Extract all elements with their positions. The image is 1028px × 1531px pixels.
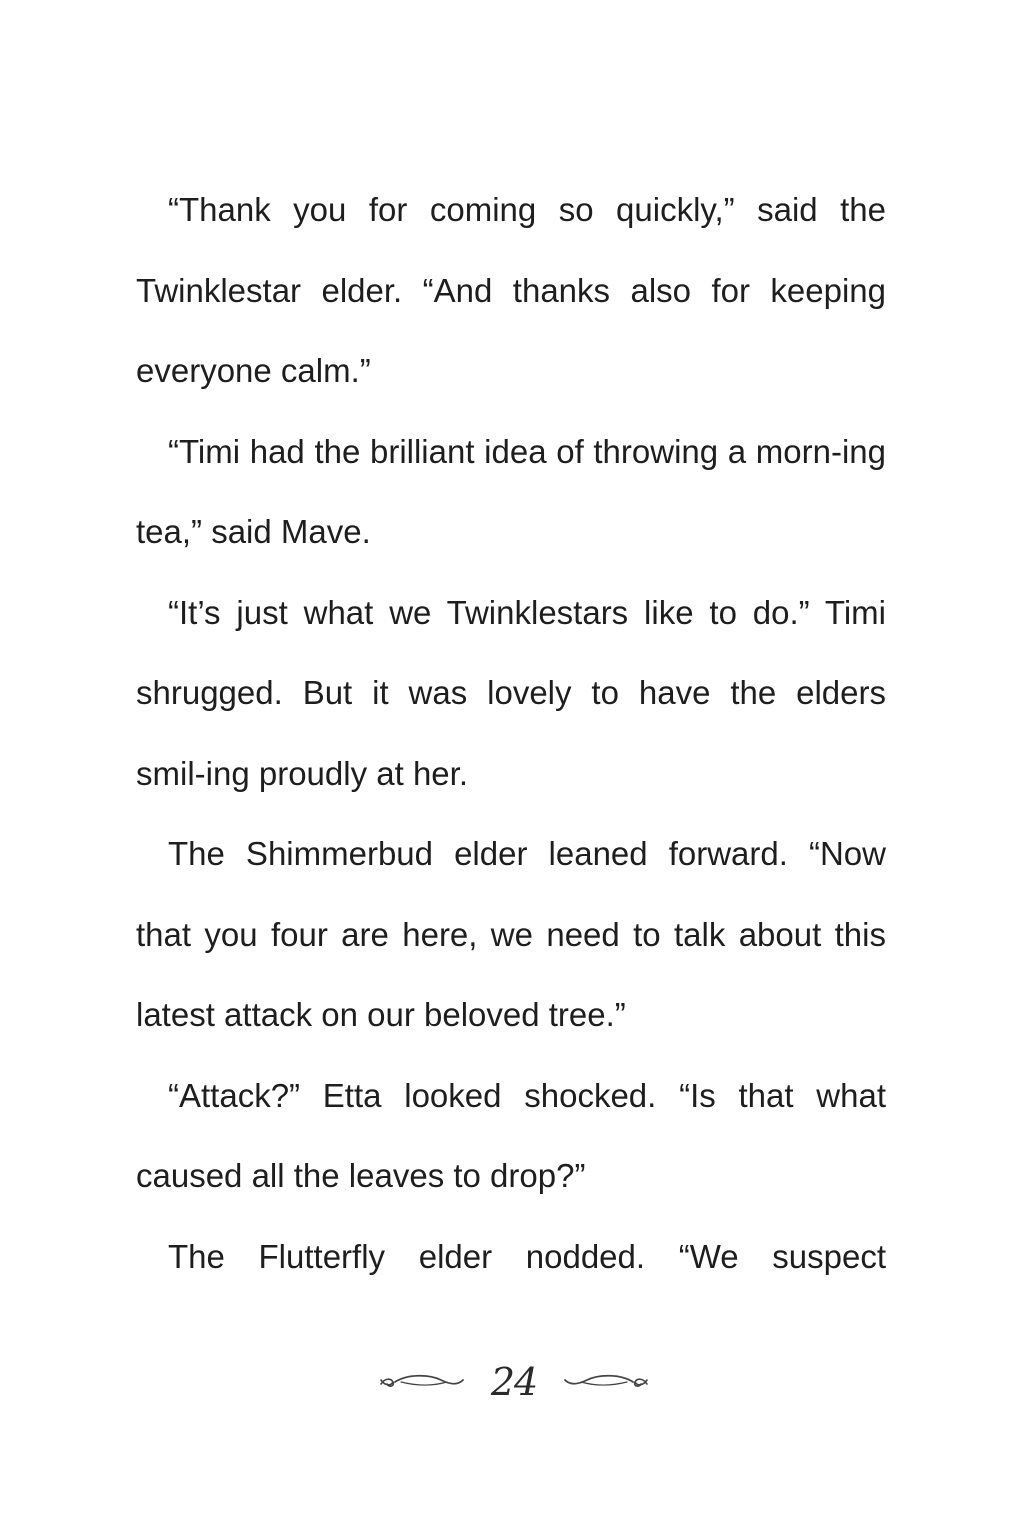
page-body xyxy=(136,170,886,1297)
paragraph: “Attack?” Etta looked shocked. “Is that what caused all the leaves to drop?” xyxy=(136,1076,886,1194)
paragraph: The Shimmerbud elder leaned forward. “Now that you four are here, we need to talk about this latest attack on our beloved tree.” xyxy=(136,835,886,1033)
page-footer xyxy=(0,1352,1028,1412)
paragraph: “It’s just what we Twinklestars like to do.” Timi shrugged. But it was lovely to have the elders smil-ing proudly at her. xyxy=(136,593,886,792)
paragraph: The Flutterfly elder nodded. “We suspect xyxy=(168,1237,886,1275)
flourish-right-icon xyxy=(559,1370,651,1394)
paragraph: “Timi had the brilliant idea of throwing a morn-ing tea,” said Mave. xyxy=(136,432,886,550)
paragraph: “Thank you for coming so quickly,” said the Twinklestar elder. “And thanks also for keeping everyone calm.” xyxy=(136,191,886,389)
flourish-left-icon xyxy=(377,1370,469,1394)
page-number: 24 xyxy=(490,1360,538,1404)
